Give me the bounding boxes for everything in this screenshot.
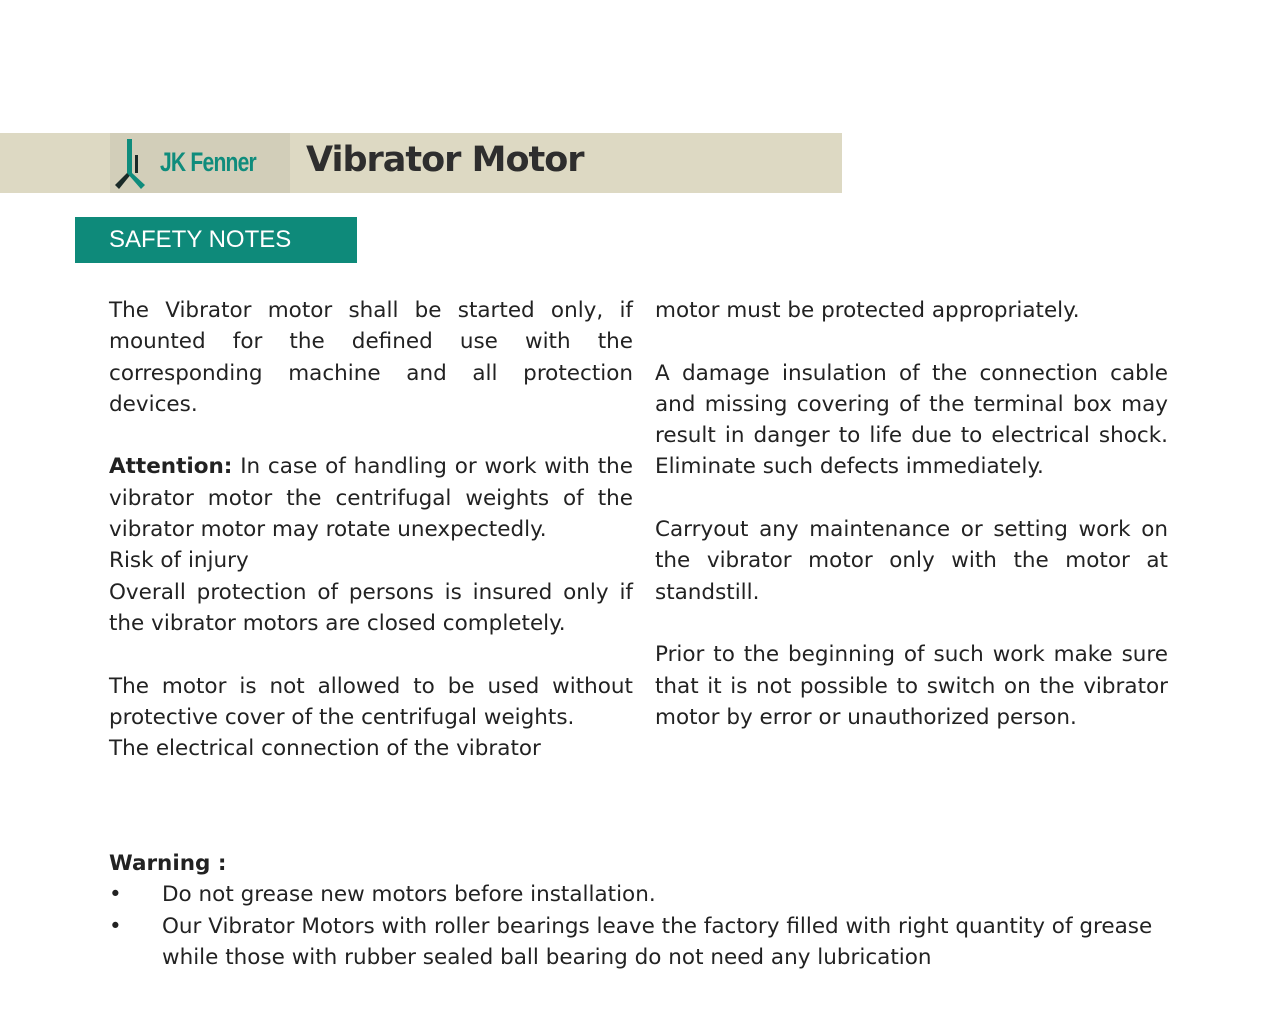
paragraph-electrical-start: The electrical connection of the vibrator <box>109 736 541 762</box>
paragraph-attention <box>109 451 633 545</box>
brand-name: JK Fenner <box>160 147 256 177</box>
right-text-column <box>655 295 1168 733</box>
warning-title: Warning : <box>109 851 227 876</box>
left-text-column <box>109 295 633 764</box>
attention-text: In case of handling or work with the vibrator motor the centrifugal weights of the vibrator motor may rotate unexpectedly. <box>109 454 633 543</box>
attention-label: Attention: <box>109 454 233 480</box>
warning-item-text: Do not grease new motors before installation. <box>162 882 656 908</box>
paragraph-risk: Risk of injury <box>109 548 249 574</box>
paragraph-protective-cover: The motor is not allowed to be used without protective cover of the centrifugal weights. <box>109 673 633 730</box>
list-item <box>109 879 1169 910</box>
paragraph-maintenance: Carryout any maintenance or setting work on the vibrator motor only with the motor at standstill. <box>655 517 1168 605</box>
section-title-badge: SAFETY NOTES <box>75 217 357 263</box>
paragraph-prior-work: Prior to the beginning of such work make sure that it is not possible to switch on the vibrator motor by error or unauthorized person. <box>655 642 1168 730</box>
paragraph-start-conditions: The Vibrator motor shall be started only, if mounted for the defined use with the corresponding machine and all protection devices. <box>109 298 633 417</box>
paragraph-protection: Overall protection of persons is insured only if the vibrator motors are closed completely. <box>109 579 633 636</box>
jk-fenner-logo-icon <box>115 137 155 191</box>
brand-logo <box>110 133 290 193</box>
bullet-icon: • <box>109 913 122 939</box>
warning-item-text: Our Vibrator Motors with roller bearings leave the factory filled with right quantity of grease while those with rubber sealed ball bearing do not need any lubrication <box>162 913 1153 970</box>
document-title: Vibrator Motor <box>306 140 584 180</box>
list-item <box>109 911 1169 974</box>
paragraph-insulation: A damage insulation of the connection cable and missing covering of the terminal box may result in danger to life due to electrical shock. Eliminate such defects immediately. <box>655 360 1168 480</box>
paragraph-electrical-end: motor must be protected appropriately. <box>655 298 1080 323</box>
bullet-icon: • <box>109 882 122 908</box>
warning-list <box>109 879 1169 973</box>
warning-section <box>109 848 1169 973</box>
